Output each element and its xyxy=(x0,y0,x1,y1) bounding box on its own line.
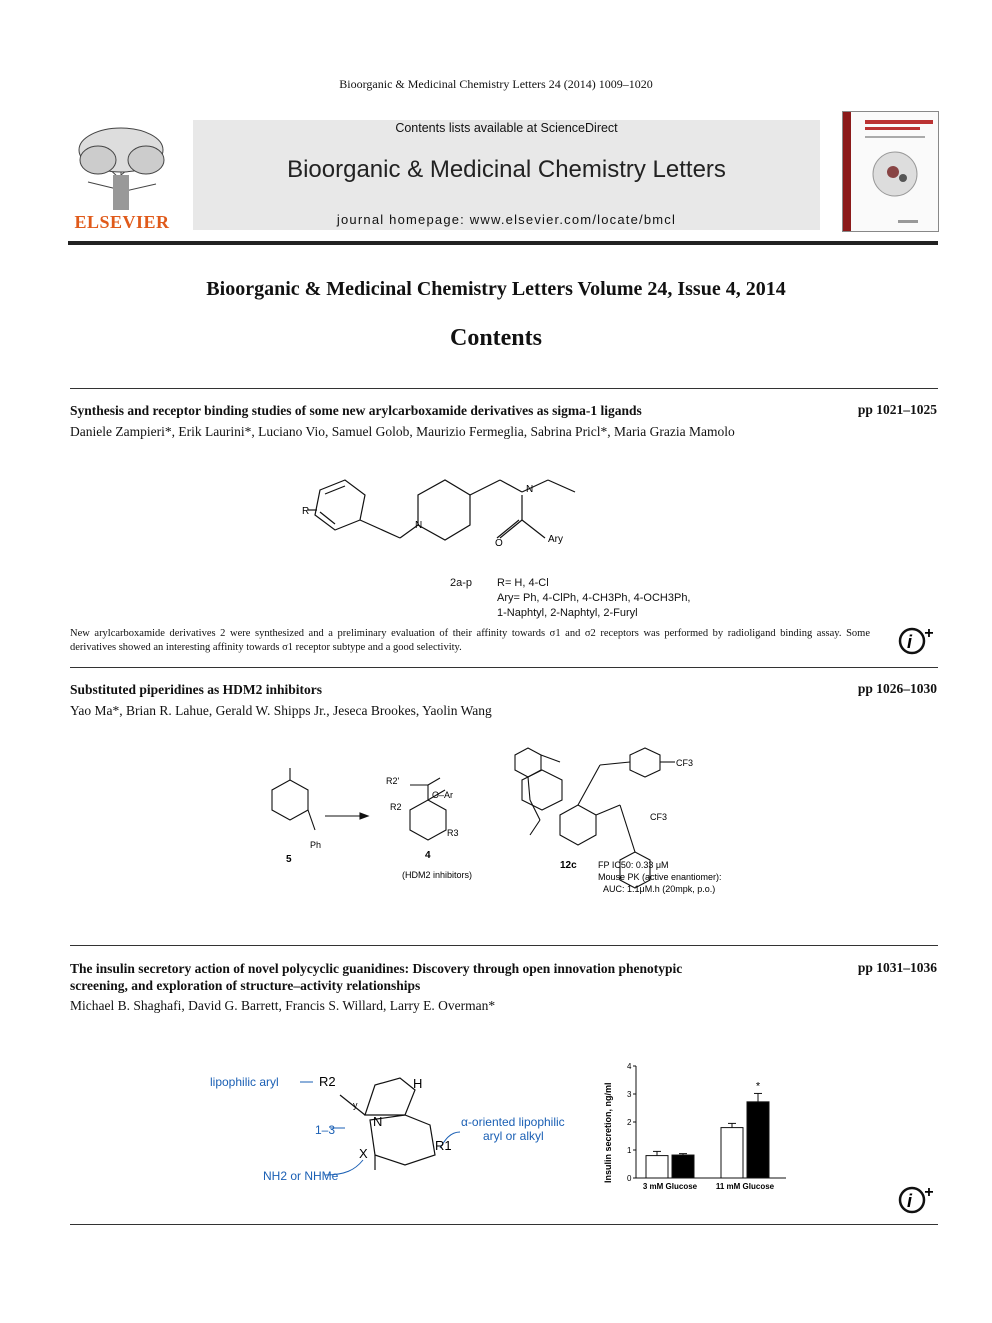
volume-title: Bioorganic & Medicinal Chemistry Letters Volume 24, Issue 4, 2014 xyxy=(206,278,786,300)
compound-label: 2a-p xyxy=(450,577,473,589)
auc-value: AUC: 1.1μM.h (20mpk, p.o.) xyxy=(603,884,716,894)
fp-ic50: FP IC50: 0.33 μM xyxy=(598,860,669,870)
divider xyxy=(70,945,938,946)
y-tick-label: 1 xyxy=(627,1146,632,1155)
bar xyxy=(672,1155,694,1178)
r1-label: R1 xyxy=(435,1138,452,1153)
graphical-abstract-3 xyxy=(205,1060,585,1190)
article-authors: Yao Ma*, Brian R. Lahue, Gerald W. Shipps Jr., Jeseca Brookes, Yaolin Wang xyxy=(70,703,492,718)
r2prime-group: R2' xyxy=(386,776,400,786)
o-ar-group: O–Ar xyxy=(432,790,454,800)
graphical-abstract-1 xyxy=(290,470,610,560)
compound-5: 5 xyxy=(286,854,292,865)
cf3-group-2: CF3 xyxy=(650,812,668,822)
amide-n: N xyxy=(526,484,534,495)
header-rule xyxy=(68,241,938,245)
hdm2-note: (HDM2 inhibitors) xyxy=(402,870,473,880)
y-tick-label: 2 xyxy=(627,1118,632,1127)
bar xyxy=(747,1102,769,1178)
svg-text:i: i xyxy=(907,632,913,652)
r2-label: R2 xyxy=(319,1074,336,1089)
cf3-group-1: CF3 xyxy=(676,758,694,768)
x-label: X xyxy=(359,1146,368,1161)
article-pages: pp 1031–1036 xyxy=(857,960,937,975)
journal-homepage[interactable]: journal homepage: www.elsevier.com/locate/bmcl xyxy=(336,212,677,227)
alpha-label: α-oriented lipophilic xyxy=(461,1115,565,1129)
elsevier-wordmark: ELSEVIER xyxy=(74,212,170,232)
article-authors: Daniele Zampieri*, Erik Laurini*, Luciano Vio, Samuel Golob, Maurizio Fermeglia, Sabrina Pricl*, Maria Grazia Mamolo xyxy=(70,424,735,439)
contents-available[interactable]: Contents lists available at ScienceDirect xyxy=(395,121,618,135)
journal-title: Bioorganic & Medicinal Chemistry Letters xyxy=(287,156,726,183)
divider xyxy=(70,1224,938,1225)
r-substituent: R xyxy=(302,506,310,517)
graphical-abstract-2 xyxy=(260,740,750,900)
ary-group: Ary xyxy=(548,534,563,545)
article-title[interactable]: Substituted piperidines as HDM2 inhibitors xyxy=(70,682,323,697)
info-plus-icon[interactable] xyxy=(898,624,940,662)
bar xyxy=(646,1156,668,1178)
compound-12c: 12c xyxy=(560,860,577,871)
contents-heading: Contents xyxy=(449,325,542,351)
insulin-bar-chart xyxy=(600,1055,800,1195)
n-label: N xyxy=(373,1114,383,1129)
compound-4: 4 xyxy=(425,850,431,861)
article-pages: pp 1021–1025 xyxy=(857,402,937,417)
alpha-label-2: aryl or alkyl xyxy=(483,1129,544,1143)
divider xyxy=(70,388,938,389)
y-label: y xyxy=(353,1100,358,1110)
x-category-label: 3 mM Glucose xyxy=(642,1182,698,1191)
x-category-label: 11 mM Glucose xyxy=(715,1182,775,1191)
article-pages: pp 1026–1030 xyxy=(857,681,937,696)
article-authors: Michael B. Shaghafi, David G. Barrett, Francis S. Willard, Larry E. Overman* xyxy=(70,998,496,1013)
svg-text:i: i xyxy=(907,1191,913,1211)
journal-cover-thumbnail xyxy=(842,111,939,232)
svg-text:+: + xyxy=(924,625,934,642)
ary-values: Ary= Ph, 4-ClPh, 4-CH3Ph, 4-OCH3Ph, xyxy=(497,592,691,604)
y-tick-label: 0 xyxy=(627,1174,632,1183)
carbonyl-o: O xyxy=(495,538,503,549)
nh2-label: NH2 or NHMe xyxy=(263,1169,339,1183)
divider xyxy=(70,667,938,668)
article-abstract: New arylcarboxamide derivatives 2 were synthesized and a preliminary evaluation of their affinity towards σ1 and σ2 receptors was performed by radioligand binding assay. Some derivatives showed an interesting affinity towards σ1 receptor subtype and a good selectivity. xyxy=(70,628,870,653)
info-plus-icon[interactable] xyxy=(898,1183,940,1221)
piperidine-n: N xyxy=(415,520,423,531)
ary-values-2: 1-Naphtyl, 2-Naphtyl, 2-Furyl xyxy=(497,607,638,619)
r-values: R= H, 4-Cl xyxy=(497,577,549,589)
r2-group: R2 xyxy=(390,802,402,812)
r3-group: R3 xyxy=(447,828,459,838)
svg-text:+: + xyxy=(924,1184,934,1201)
bar xyxy=(721,1128,743,1178)
article-title[interactable]: The insulin secretory action of novel polycyclic guanidines: Discovery through open innovation phenotypic screening, and exploration of structure–activity relationships xyxy=(70,961,683,993)
mouse-pk: Mouse PK (active enantiomer): xyxy=(598,872,722,882)
article-title[interactable]: Synthesis and receptor binding studies of some new arylcarboxamide derivatives as sigma-1 ligands xyxy=(70,403,642,418)
y-tick-label: 3 xyxy=(627,1090,632,1099)
y-tick-label: 4 xyxy=(627,1062,632,1071)
chart-ylabel: Insulin secretion, ng/ml xyxy=(603,1082,613,1183)
ph-group: Ph xyxy=(310,840,322,850)
h-label: H xyxy=(413,1076,423,1091)
significance-star: * xyxy=(755,1080,761,1093)
range-label: 1–3 xyxy=(315,1123,336,1137)
journal-citation: Bioorganic & Medicinal Chemistry Letters 24 (2014) 1009–1020 xyxy=(339,77,653,91)
lipophilic-aryl-label: lipophilic aryl xyxy=(210,1075,279,1089)
